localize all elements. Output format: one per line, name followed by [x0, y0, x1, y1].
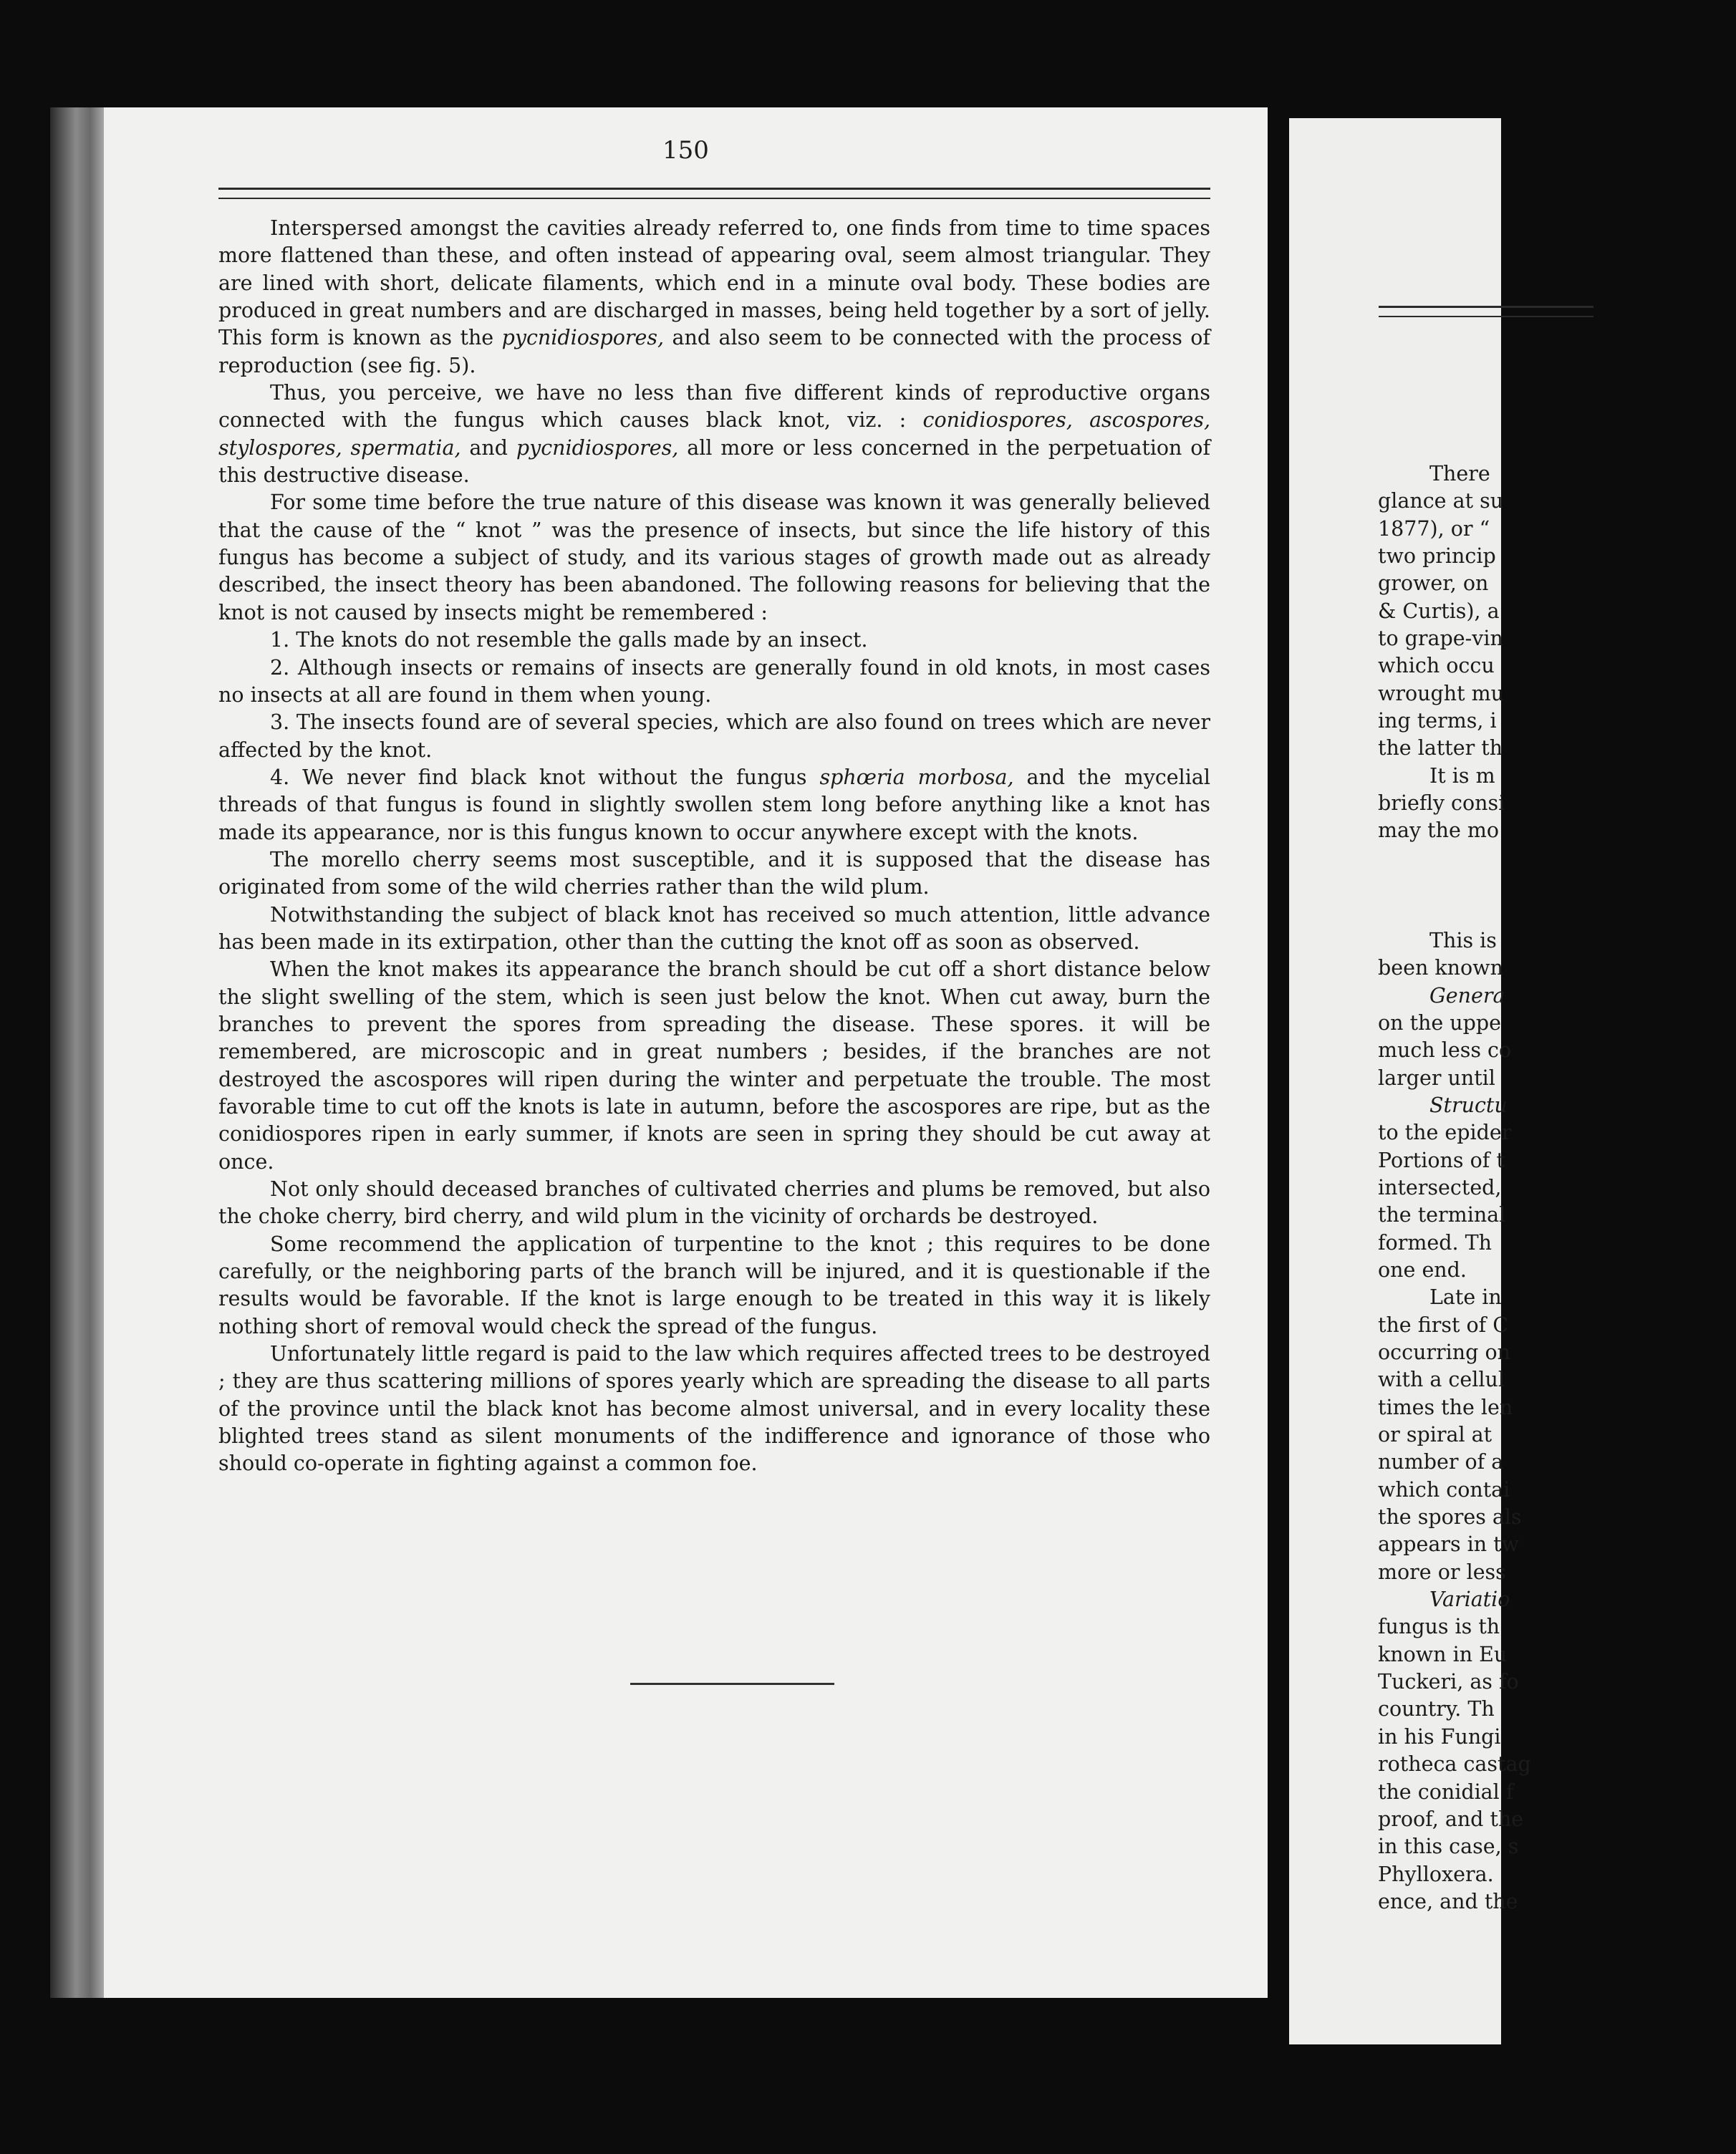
right-page-line: two princip — [1378, 544, 1496, 569]
right-page-line: more or less — [1378, 1560, 1506, 1584]
header-rule — [218, 188, 1210, 199]
right-page-line: in his Fungi — [1378, 1724, 1501, 1749]
right-page-line: which occu — [1378, 654, 1495, 678]
right-page-line: which contai — [1378, 1477, 1510, 1502]
italic-term: conidiospores, ascospores, stylospores, spermatia, — [218, 408, 1211, 460]
right-page-line — [1378, 900, 1736, 927]
text-run: When the knot makes its appearance the branch should be cut off a short distance below the slight swelling of the stem, which is seen just below the knot. When cut away, burn the branches to prevent the spores from spreading the disease. These spores. it will be remembered, are microscopic and in great numbers ; besides, if the branches are not destroyed the ascospores will ripen during the winter and perpetuate the trouble. The most favorable time to cut off the knots is late in autumn, before the ascospores are ripe, but as the conidiospores ripen in early summer, if knots are seen in spring they should be cut away at once. — [218, 957, 1210, 1174]
text-run: 4. We never find black knot without the fungus — [270, 765, 820, 789]
right-page-line: the spores als — [1378, 1505, 1522, 1530]
right-page-line: Tuckeri, as fo — [1378, 1670, 1519, 1694]
text-run: For some time before the true nature of this disease was known it was generally believed that the cause of the “ knot ” was the presence of insects, but since the life history of this fungus has become a subject of study, and its various stages of growth made out as already described, the insect theory has been abandoned. The following reasons for believing that the knot is not caused by insects might be remembered : — [218, 491, 1210, 624]
right-page-line: on the uppe — [1378, 1010, 1502, 1035]
right-page-line: Phylloxera. — [1378, 1862, 1494, 1886]
book-page-edge — [50, 107, 107, 1998]
right-page-line: larger until — [1378, 1066, 1495, 1090]
right-page-line: proof, and the — [1378, 1807, 1524, 1831]
text-run: 1. The knots do not resemble the galls made by an insect. — [270, 628, 868, 652]
paragraph — [218, 902, 1210, 957]
right-page-line: known in Eu — [1378, 1642, 1508, 1666]
right-page-line: Genera — [1429, 983, 1505, 1008]
text-run: and also seem to be connected with the process of reproduction (see fig. 5). — [218, 326, 1210, 377]
right-page-line: rotheca castag — [1378, 1752, 1531, 1777]
right-page-line: 1877), or “ — [1378, 516, 1490, 541]
right-page-line: with a cellul — [1378, 1368, 1505, 1392]
text-run: The morello cherry seems most susceptible, and it is supposed that the disease has originated from some of the wild cherries rather than the wild plum. — [218, 847, 1210, 899]
text-run: 3. The insects found are of several species, which are also found on trees which are never affected by the knot. — [218, 710, 1210, 762]
right-page-line: been known — [1378, 956, 1503, 980]
right-page-line: Structu — [1429, 1093, 1508, 1117]
right-page-line: & Curtis), a — [1378, 599, 1500, 623]
right-page-line: grower, on — [1378, 571, 1489, 596]
right-page-line: country. Th — [1378, 1697, 1495, 1721]
right-page-line: one end. — [1378, 1257, 1467, 1282]
right-page-line: ing terms, i — [1378, 709, 1497, 733]
paragraph — [218, 764, 1210, 846]
paragraph — [218, 380, 1210, 489]
text-run: and the mycelial threads of that fungus is found in slightly swollen stem long before anything like a knot has made its appearance, nor is this fungus known to occur anywhere except with the knots. — [218, 765, 1210, 844]
paragraph — [218, 956, 1210, 1176]
right-page-line: the conidial f — [1378, 1779, 1514, 1804]
paragraph — [218, 1231, 1210, 1341]
text-run: all more or less concerned in the perpetuation of this destructive disease. — [218, 435, 1210, 488]
right-page-line: times the len — [1378, 1395, 1513, 1419]
right-page-line: fungus is th — [1378, 1615, 1500, 1639]
right-page-line: much less co — [1378, 1038, 1512, 1063]
right-page-text — [1378, 460, 1736, 1916]
right-page — [1289, 118, 1531, 2044]
paragraph — [218, 1176, 1210, 1231]
right-page-line: briefly consi — [1378, 791, 1505, 816]
right-page-line: the latter th — [1378, 736, 1503, 760]
right-page-line — [1378, 845, 1736, 872]
paragraph — [218, 215, 1210, 380]
right-page-line: or spiral at — [1378, 1423, 1493, 1447]
paragraph — [218, 709, 1210, 764]
right-page-line: to the epider — [1378, 1121, 1512, 1145]
text-run: Not only should deceased branches of cultivated cherries and plums be removed, but also the choke cherry, bird cherry, and wild plum in the vicinity of orchards be destroyed. — [218, 1177, 1210, 1229]
text-run: Notwithstanding the subject of black knot has received so much attention, little advance has been made in its extirpation, other than the cutting the knot off as soon as observed. — [218, 902, 1210, 954]
right-page-line: may the mo — [1378, 818, 1500, 843]
right-page-line: This is — [1429, 928, 1497, 952]
italic-term: sphœria morbosa, — [819, 765, 1014, 789]
right-page-line: Late in — [1429, 1285, 1502, 1310]
right-page-line: It is m — [1429, 763, 1495, 788]
right-header-rule — [1379, 306, 1593, 317]
right-page-line: Portions of t — [1378, 1148, 1505, 1172]
right-page-line — [1378, 872, 1736, 899]
paragraph — [218, 846, 1210, 902]
paragraph — [218, 655, 1210, 710]
body-text — [218, 215, 1210, 1478]
right-page-line: wrought mu — [1378, 681, 1505, 705]
page-number: 150 — [662, 136, 709, 165]
right-page-line: formed. Th — [1378, 1230, 1492, 1255]
right-page-line: ence, and the — [1378, 1889, 1518, 1913]
text-run: 2. Although insects or remains of insects are generally found in old knots, in most cases no insects at all are found in them when young. — [218, 655, 1210, 707]
right-page-line: the terminal — [1378, 1203, 1506, 1227]
text-run: Some recommend the application of turpentine to the knot ; this requires to be done carefully, or the neighboring parts of the branch will be injured, and it is questionable if the results would be favorable. If the knot is large enough to be treated in this way it is likely nothing short of removal would check the spread of the fungus. — [218, 1232, 1210, 1338]
paragraph — [218, 627, 1210, 654]
paragraph — [218, 489, 1210, 627]
text-run: and — [460, 435, 516, 460]
italic-term: pycnidiospores, — [516, 435, 679, 460]
paragraph — [218, 1341, 1210, 1478]
italic-term: pycnidiospores, — [501, 326, 665, 350]
right-page-line: in this case, s — [1378, 1835, 1519, 1859]
text-run: Unfortunately little regard is paid to the law which requires affected trees to be destroyed ; they are thus scattering millions of spores yearly which are spreading the disease to all parts of the province until the black knot has become almost universal, and in every locality these blighted trees stand as silent monuments of the indifference and ignorance of those who should co-operate in fighting against a common foe. — [218, 1342, 1210, 1476]
end-rule — [630, 1683, 834, 1685]
text-run: Interspersed amongst the cavities already referred to, one finds from time to time spaces more flattened than these, and often instead of appearing oval, seem almost triangular. They are lined with short, delicate filaments, which end in a minute oval body. These bodies are produced in great numbers and are discharged in masses, being held together by a sort of jelly. This form is known as the — [218, 216, 1210, 350]
right-page-line: to grape-vin — [1378, 627, 1503, 651]
right-page-line: occurring on — [1378, 1341, 1510, 1364]
right-page-line: intersected, — [1378, 1175, 1502, 1199]
right-page-line: There — [1429, 462, 1490, 486]
right-page-line: Variatio — [1429, 1588, 1510, 1612]
right-page-line: the first of C — [1378, 1313, 1509, 1337]
text-run: Thus, you perceive, we have no less than five different kinds of reproductive organs connected with the fungus which causes black knot, viz. : — [218, 381, 1210, 433]
right-page-line: glance at su — [1378, 489, 1504, 513]
right-page-line: appears in tw — [1378, 1532, 1520, 1557]
right-page-line: number of a — [1378, 1450, 1504, 1474]
